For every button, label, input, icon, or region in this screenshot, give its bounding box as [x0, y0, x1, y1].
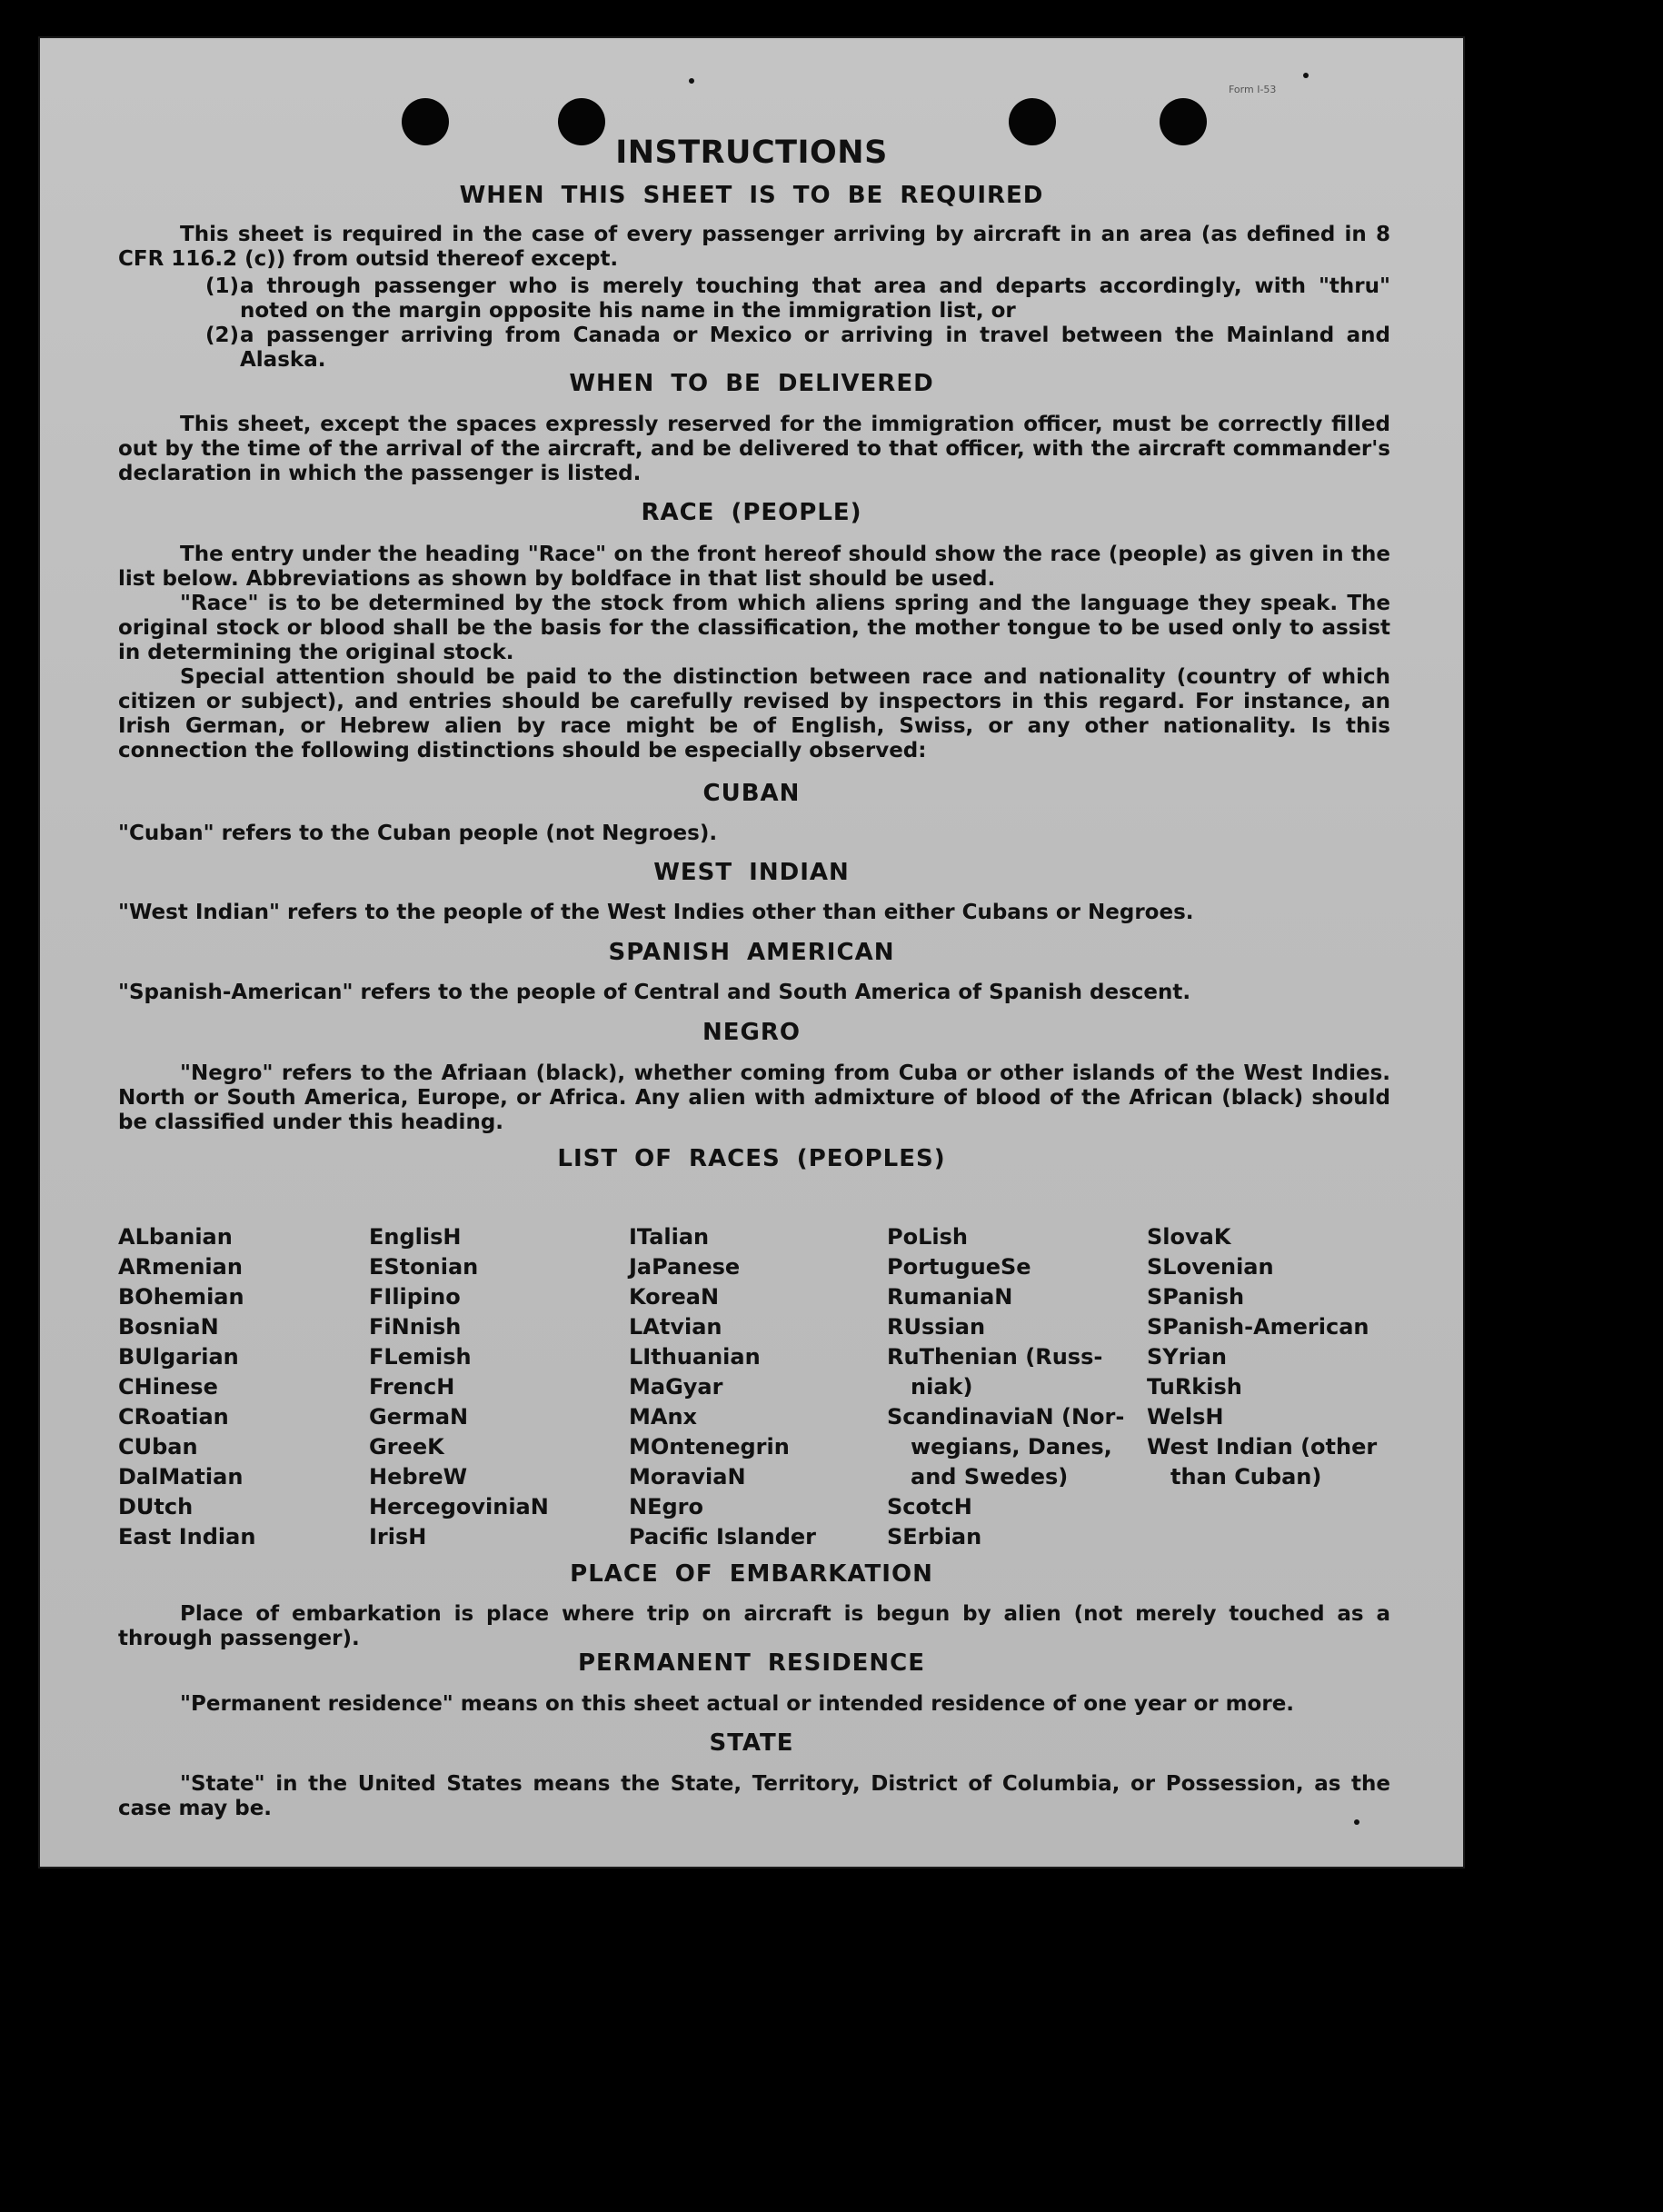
- when-delivered-text: This sheet, except the spaces expressly reserved for the immigration officer, must be correctly filled out by the time of the arrival of the aircraft, and be delivered to that officer, with the aircraft commander's declaration in which the passenger is listed.: [118, 413, 1390, 485]
- page-title: INSTRUCTIONS: [615, 135, 888, 171]
- when-required-item-2: [205, 324, 1390, 373]
- race-entry: PoLish: [887, 1224, 968, 1250]
- races-column-2: [369, 1222, 549, 1552]
- race-entry: ITalian: [629, 1224, 710, 1250]
- race-entry: MoraviaN: [629, 1464, 746, 1490]
- race-paragraph-1: The entry under the heading "Race" on the front hereof should show the race (people) as given in the list below. Abbreviations as shown by boldface in that list should be used.: [118, 543, 1390, 591]
- race-entry: SPanish-American: [1147, 1314, 1369, 1340]
- heading-list-of-races: LIST OF RACES (PEOPLES): [557, 1145, 946, 1172]
- race-entry: RuThenian (Russ-: [887, 1344, 1103, 1370]
- permanent-residence-text: "Permanent residence" means on this sheet actual or intended residence of one year or more.: [180, 1692, 1295, 1716]
- negro-text: "Negro" refers to the Afriaan (black), whether coming from Cuba or other islands of the West Indies. North or South America, Europe, or Africa. Any alien with admixture of blood of the African (black) should be classified under this heading.: [118, 1061, 1390, 1134]
- race-entry: IrisH: [369, 1524, 427, 1549]
- races-column-1: [118, 1222, 255, 1552]
- form-number-stamp: Form I-53: [1229, 84, 1277, 95]
- race-entry: LAtvian: [629, 1314, 722, 1340]
- races-column-4: [887, 1222, 1124, 1552]
- race-entry: Pacific Islander: [629, 1524, 816, 1549]
- race-entry: EnglisH: [369, 1224, 462, 1250]
- race-entry: MOntenegrin: [629, 1434, 790, 1460]
- west-indian-text: "West Indian" refers to the people of the West Indies other than either Cubans or Negroes.: [118, 901, 1194, 924]
- race-entry: PortugueSe: [887, 1254, 1031, 1280]
- race-entry-continuation: than Cuban): [1170, 1464, 1322, 1490]
- race-entry: FIlipino: [369, 1284, 461, 1310]
- race-entry: East Indian: [118, 1524, 256, 1549]
- race-entry: MAnx: [629, 1404, 698, 1430]
- race-entry: MaGyar: [629, 1374, 723, 1400]
- race-entry: DUtch: [118, 1494, 194, 1520]
- race-entry: CRoatian: [118, 1404, 229, 1430]
- race-entry: LIthuanian: [629, 1344, 761, 1370]
- race-entry: ARmenian: [118, 1254, 243, 1280]
- race-entry: WelsH: [1147, 1404, 1224, 1430]
- race-entry: GreeK: [369, 1434, 444, 1460]
- embarkation-text: Place of embarkation is place where trip on aircraft is begun by alien (not merely touched as a through passenger).: [118, 1602, 1390, 1650]
- race-entry: BUlgarian: [118, 1344, 239, 1370]
- heading-negro: NEGRO: [702, 1019, 801, 1046]
- item-text: a through passenger who is merely touching that area and departs accordingly, with "thru" noted on the margin opposite his name in the immigration list, or: [240, 274, 1390, 323]
- race-entry: FiNnish: [369, 1314, 462, 1340]
- race-entry: FrencH: [369, 1374, 455, 1400]
- race-entry-continuation: and Swedes): [911, 1464, 1069, 1490]
- race-entry-continuation: niak): [911, 1374, 973, 1400]
- race-paragraph-3: Special attention should be paid to the distinction between race and nationality (country of which citizen or subject), and entries should be carefully revised by inspectors in this regard. For instance, an Irish German, or Hebrew alien by race might be of English, Swiss, or any other nationality. Is this connection the following distinctions should be especially observed:: [118, 665, 1390, 762]
- when-required-item-1: [205, 274, 1390, 324]
- state-text: "State" in the United States means the State, Territory, District of Columbia, or Possession, as the case may be.: [118, 1772, 1390, 1820]
- race-entry: JaPanese: [629, 1254, 741, 1280]
- race-entry: CUban: [118, 1434, 198, 1460]
- heading-embarkation: PLACE OF EMBARKATION: [570, 1560, 933, 1588]
- heading-when-required: WHEN THIS SHEET IS TO BE REQUIRED: [459, 182, 1044, 209]
- race-entry: BosniaN: [118, 1314, 219, 1340]
- race-entry: West Indian (other: [1147, 1434, 1378, 1460]
- heading-race: RACE (PEOPLE): [641, 499, 862, 526]
- speck: [1303, 73, 1309, 78]
- race-entry: SlovaK: [1147, 1224, 1231, 1250]
- race-entry: SErbian: [887, 1524, 982, 1549]
- heading-west-indian: WEST INDIAN: [653, 859, 850, 886]
- race-entry: SLovenian: [1147, 1254, 1274, 1280]
- race-entry: ScandinaviaN (Nor-: [887, 1404, 1125, 1430]
- document-sheet: [38, 36, 1465, 1868]
- race-entry: FLemish: [369, 1344, 472, 1370]
- race-entry: GermaN: [369, 1404, 469, 1430]
- race-entry: TuRkish: [1147, 1374, 1242, 1400]
- race-entry-continuation: wegians, Danes,: [911, 1434, 1112, 1460]
- race-entry: RUssian: [887, 1314, 986, 1340]
- race-entry: ALbanian: [118, 1224, 233, 1250]
- race-entry: NEgro: [629, 1494, 703, 1520]
- race-entry: ScotcH: [887, 1494, 972, 1520]
- races-column-3: [629, 1222, 816, 1552]
- item-text: a passenger arriving from Canada or Mexico or arriving in travel between the Mainland and Alaska.: [240, 324, 1390, 372]
- heading-spanish-american: SPANISH AMERICAN: [608, 939, 895, 966]
- item-number: (2): [205, 324, 240, 347]
- race-entry: CHinese: [118, 1374, 218, 1400]
- race-entry: DalMatian: [118, 1464, 244, 1490]
- when-required-intro: This sheet is required in the case of every passenger arriving by aircraft in an area (as defined in 8 CFR 116.2 (c)) from outsid thereof except.: [118, 223, 1390, 271]
- race-entry: HercegoviniaN: [369, 1494, 549, 1520]
- race-entry: KoreaN: [629, 1284, 720, 1310]
- cuban-text: "Cuban" refers to the Cuban people (not Negroes).: [118, 822, 718, 845]
- heading-state: STATE: [709, 1729, 794, 1757]
- heading-permanent-residence: PERMANENT RESIDENCE: [577, 1649, 926, 1677]
- item-number: (1): [205, 274, 240, 298]
- race-entry: HebreW: [369, 1464, 468, 1490]
- race-entry: SPanish: [1147, 1284, 1245, 1310]
- speck: [689, 78, 694, 84]
- race-paragraph-2: "Race" is to be determined by the stock from which aliens spring and the language they speak. The original stock or blood shall be the basis for the classification, the mother tongue to be used only to assist in determining the original stock.: [118, 592, 1390, 664]
- heading-cuban: CUBAN: [702, 780, 801, 807]
- race-entry: BOhemian: [118, 1284, 244, 1310]
- races-column-5: [1147, 1222, 1377, 1492]
- race-entry: RumaniaN: [887, 1284, 1013, 1310]
- race-entry: EStonian: [369, 1254, 479, 1280]
- heading-when-delivered: WHEN TO BE DELIVERED: [569, 370, 934, 397]
- race-entry: SYrian: [1147, 1344, 1228, 1370]
- spanish-american-text: "Spanish-American" refers to the people of Central and South America of Spanish descent.: [118, 981, 1191, 1004]
